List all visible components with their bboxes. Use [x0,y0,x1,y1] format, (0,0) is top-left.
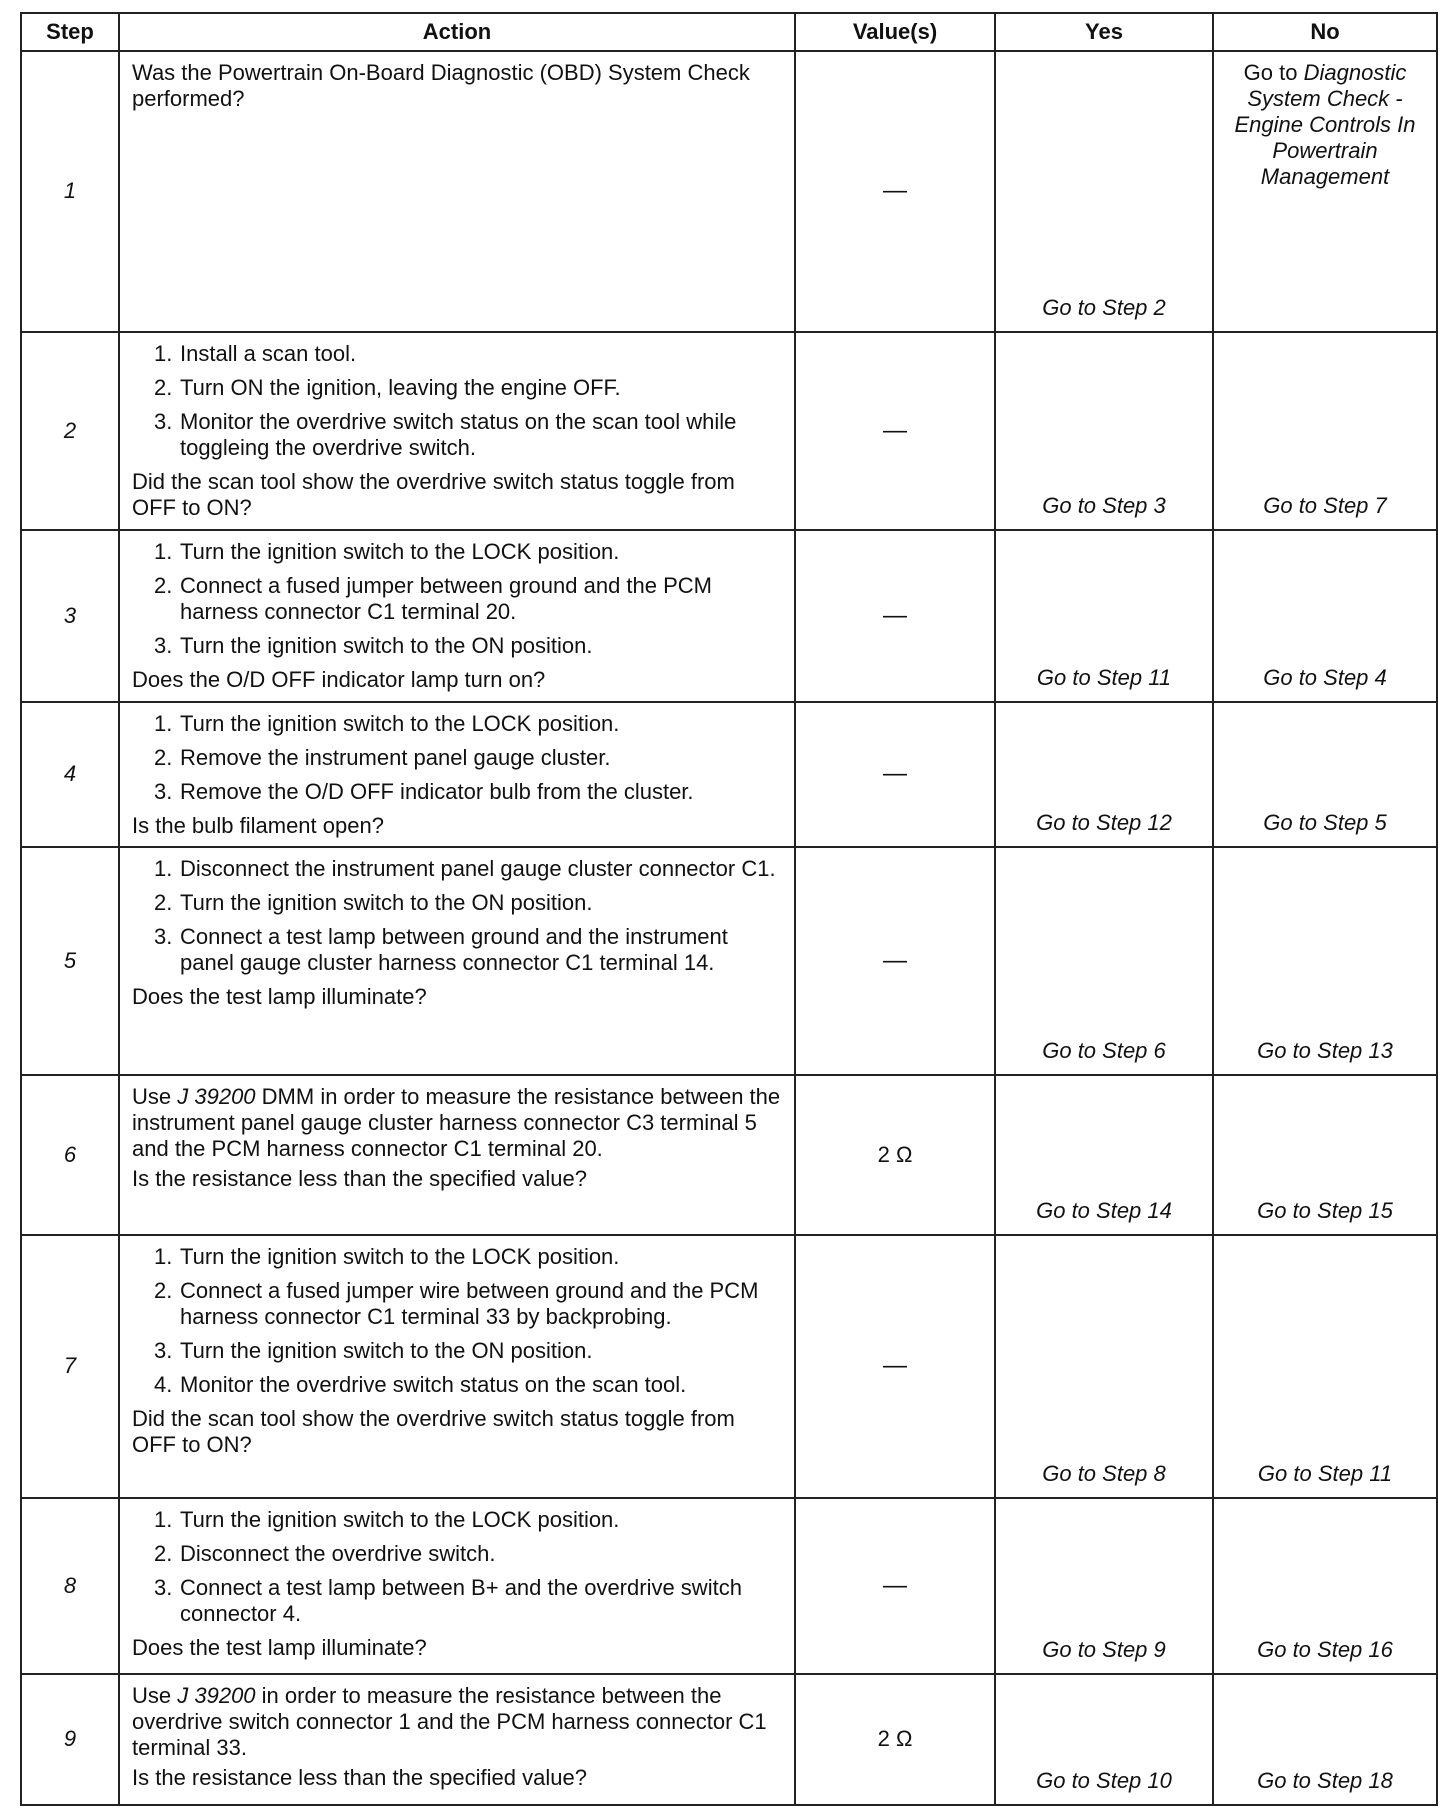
no-link[interactable]: Go to Step 13 [1213,847,1437,1075]
step-number: 5 [21,847,119,1075]
header-action: Action [119,13,795,51]
no-link-lead: Go to [1243,60,1298,85]
step-number: 2 [21,332,119,530]
action-item: 1. Turn the ignition switch to the LOCK position. [154,1244,620,1270]
value-cell: — [795,702,995,847]
no-link[interactable]: Go to Step 16 [1213,1498,1437,1674]
action-question: Is the resistance less than the specified value? [132,1764,587,1790]
action-item: 1. Turn the ignition switch to the LOCK position. [154,538,620,564]
step-number: 8 [21,1498,119,1674]
action-item: 2. Turn ON the ignition, leaving the engine OFF. [154,374,621,400]
action-item: 3. Turn the ignition switch to the ON position. [154,632,593,658]
header-no: No [1213,13,1437,51]
value-cell: — [795,332,995,530]
no-link[interactable]: Go to Step 15 [1213,1075,1437,1235]
action-cell [119,530,795,702]
yes-link[interactable]: Go to Step 3 [995,332,1213,530]
action-question: Does the test lamp illuminate? [132,984,427,1010]
diagnostic-table [20,12,1438,1806]
table-row [21,847,1437,1075]
no-link[interactable]: Go to Step 5 [1213,702,1437,847]
step-number: 1 [21,51,119,332]
action-item: 2. Remove the instrument panel gauge cluster. [154,744,611,770]
value-cell: 2 Ω [795,1674,995,1805]
value-cell: — [795,51,995,332]
action-item: 3. Turn the ignition switch to the ON position. [154,1338,593,1364]
header-step: Step [21,13,119,51]
action-item: 3. Remove the O/D OFF indicator bulb from the cluster. [154,778,694,804]
action-item: 1. Turn the ignition switch to the LOCK position. [154,1506,620,1532]
step-number: 6 [21,1075,119,1235]
step-number: 7 [21,1235,119,1498]
action-cell [119,51,795,332]
table-row [21,1235,1437,1498]
action-cell [119,702,795,847]
no-link[interactable]: Go to Step 11 [1213,1235,1437,1498]
action-cell [119,332,795,530]
value-cell: — [795,530,995,702]
header-values: Value(s) [795,13,995,51]
table-row [21,702,1437,847]
action-item: 3. Monitor the overdrive switch status on the scan tool while toggleing the overdrive switch. [154,408,737,460]
action-item: 3. Connect a test lamp between B+ and the overdrive switch connector 4. [154,1574,742,1626]
action-question: Did the scan tool show the overdrive switch status toggle from OFF to ON? [132,468,735,520]
action-item: 1. Disconnect the instrument panel gauge cluster connector C1. [154,856,776,882]
action-item: 2. Turn the ignition switch to the ON position. [154,890,593,916]
no-link[interactable]: Go to Step 18 [1213,1674,1437,1805]
step-number: 3 [21,530,119,702]
table-row [21,1674,1437,1805]
yes-link[interactable]: Go to Step 10 [995,1674,1213,1805]
action-cell [119,1235,795,1498]
no-link[interactable]: Go to Step 4 [1213,530,1437,702]
action-question: Is the bulb filament open? [132,812,384,838]
action-cell [119,1498,795,1674]
no-link[interactable]: Go to Step 7 [1213,332,1437,530]
table-row [21,332,1437,530]
action-question: Does the test lamp illuminate? [132,1634,427,1660]
action-question: Did the scan tool show the overdrive switch status toggle from OFF to ON? [132,1406,735,1458]
yes-link[interactable]: Go to Step 2 [995,51,1213,332]
action-item: 2. Connect a fused jumper between ground and the PCM harness connector C1 terminal 20. [154,572,712,624]
yes-link[interactable]: Go to Step 12 [995,702,1213,847]
value-cell: — [795,1235,995,1498]
action-cell [119,847,795,1075]
no-link[interactable] [1213,51,1437,332]
action-item: 2. Disconnect the overdrive switch. [154,1540,496,1566]
action-item: 2. Connect a fused jumper wire between ground and the PCM harness connector C1 terminal 33 by backprobing. [154,1278,759,1330]
yes-link[interactable]: Go to Step 9 [995,1498,1213,1674]
tool-name: J 39200 [177,1682,256,1708]
yes-link[interactable]: Go to Step 11 [995,530,1213,702]
step-number: 9 [21,1674,119,1805]
action-question: Was the Powertrain On-Board Diagnostic (OBD) System Check performed? [132,60,750,111]
action-question: Does the O/D OFF indicator lamp turn on? [132,666,546,692]
action-cell [119,1075,795,1235]
value-cell: 2 Ω [795,1075,995,1235]
yes-link[interactable]: Go to Step 14 [995,1075,1213,1235]
table-row [21,530,1437,702]
table-row [21,1075,1437,1235]
tool-name: J 39200 [177,1084,256,1110]
header-row [21,13,1437,51]
value-cell: — [795,1498,995,1674]
action-intro: Use J 39200 DMM in order to measure the resistance between the instrument panel gauge cluster harness connector C3 terminal 5 and the PCM harness connector C1 terminal 20. [132,1084,781,1162]
action-question: Is the resistance less than the specified value? [132,1166,587,1192]
action-item: 1. Install a scan tool. [154,340,357,366]
value-cell: — [795,847,995,1075]
action-item: 1. Turn the ignition switch to the LOCK position. [154,710,620,736]
action-intro: Use J 39200 in order to measure the resistance between the overdrive switch connector 1 and the PCM harness connector C1 terminal 33. [132,1682,767,1760]
action-item: 4. Monitor the overdrive switch status on the scan tool. [154,1372,687,1398]
action-item: 3. Connect a test lamp between ground and the instrument panel gauge cluster harness connector C1 terminal 14. [154,924,728,976]
yes-link[interactable]: Go to Step 8 [995,1235,1213,1498]
step-number: 4 [21,702,119,847]
header-yes: Yes [995,13,1213,51]
table-row [21,1498,1437,1674]
action-cell [119,1674,795,1805]
yes-link[interactable]: Go to Step 6 [995,847,1213,1075]
table-row [21,51,1437,332]
no-link-target: Diagnostic System Check - Engine Controls In Powertrain Management [1234,60,1416,189]
